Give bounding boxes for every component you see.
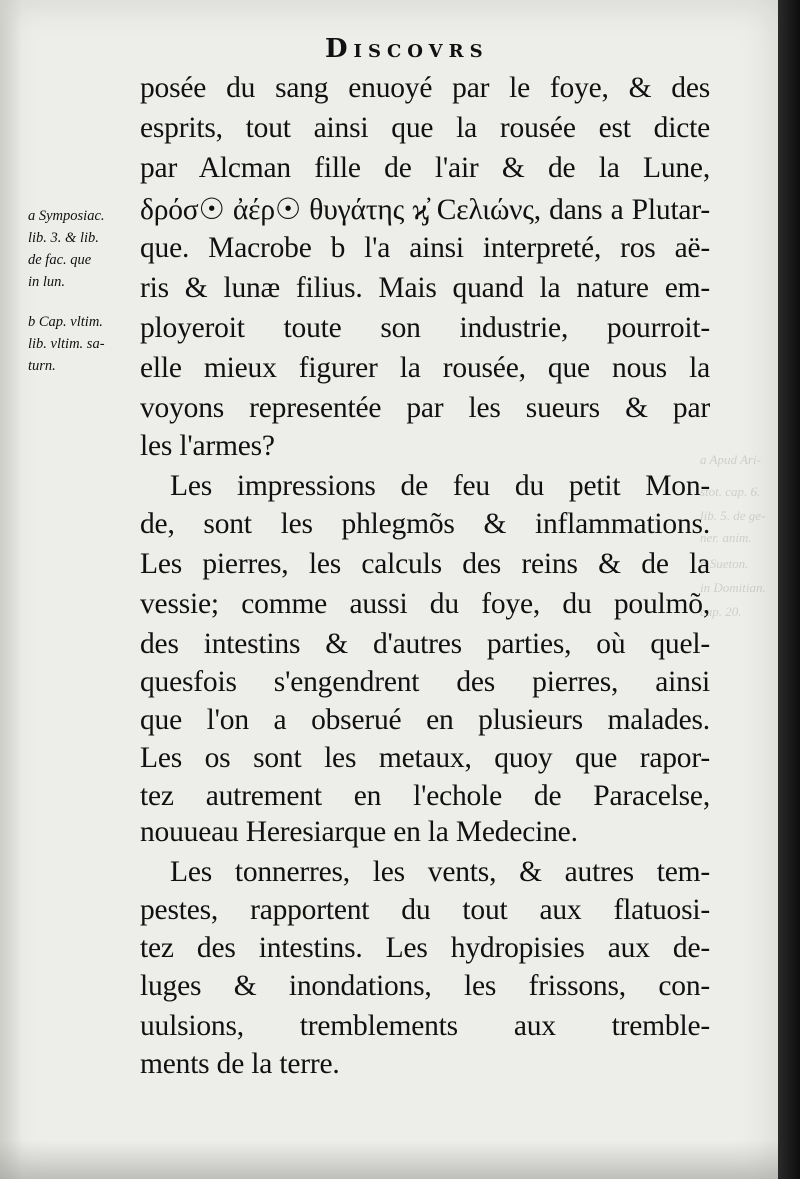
text-line: quesfois s'engendrent des pierres, ainsi [140,666,710,698]
text-line: Les pierres, les calculs des reins & de la [140,548,710,580]
running-head: Discovrs [325,34,489,64]
margin-note: lib. vltim. sa- [28,336,105,352]
bleed-through-note: cap. 20. [700,604,742,619]
text-line: que. Macrobe b l'a ainsi interpreté, ros aë- [140,232,710,264]
margin-note: in lun. [28,274,66,290]
bleed-through-note: lib. 5. de ge- [700,508,766,523]
margin-note: turn. [28,358,56,374]
text-line: ments de la terre. [140,1048,340,1080]
text-line: Les tonnerres, les vents, & autres tem- [170,856,710,888]
text-line: des intestins & d'autres parties, où quel- [140,628,710,660]
text-line: esprits, tout ainsi que la rousée est dicte [140,112,710,144]
bleed-through-note: a Apud Ari- [700,452,761,467]
text-line: voyons representée par les sueurs & par [140,392,710,424]
bleed-through-note: in Domitian. [700,580,766,595]
margin-note: a Symposiac. [28,208,105,224]
margin-note: b Cap. vltim. [28,314,103,330]
text-line: de, sont les phlegmõs & inflammations. [140,508,710,540]
text-line: posée du sang enuoyé par le foye, & des [140,72,710,104]
text-line: luges & inondations, les frissons, con- [140,970,710,1002]
text-line: par Alcman fille de l'air & de la Lune, [140,152,710,184]
text-line: ris & lunæ filius. Mais quand la nature em- [140,272,710,304]
bleed-through-note: b Sueton. [700,556,749,571]
text-line: Les impressions de feu du petit Mon- [170,470,710,502]
margin-note: de fac. que [28,252,92,268]
text-line: elle mieux figurer la rousée, que nous la [140,352,710,384]
margin-note: lib. 3. & lib. [28,230,99,246]
text-line: vessie; comme aussi du foye, du poulmõ, [140,588,710,620]
text-line: pestes, rapportent du tout aux flatuosi- [140,894,710,926]
text-line: Les os sont les metaux, quoy que rapor- [140,742,710,774]
text-line: que l'on a obserué en plusieurs malades. [140,704,710,736]
page-gutter-shadow [0,0,22,1179]
page-bottom-shadow [0,1140,778,1179]
text-line: les l'armes? [140,430,275,462]
text-line: tez des intestins. Les hydropisies aux de- [140,932,710,964]
text-line: ployeroit toute son industrie, pourroit- [140,312,710,344]
scan-border [778,0,800,1179]
text-line: nouueau Heresiarque en la Medecine. [140,816,578,848]
text-line: δρόσ☉ ἀέρ☉ θυγάτης ϗ̓ Cελιώνς, dans a Plutar- [140,194,710,226]
bleed-through-note: ner. anim. [700,530,752,545]
bleed-through-note: stot. cap. 6. [700,484,761,499]
text-line: uulsions, tremblements aux tremble- [140,1010,710,1042]
text-line: tez autrement en l'echole de Paracelse, [140,780,710,812]
